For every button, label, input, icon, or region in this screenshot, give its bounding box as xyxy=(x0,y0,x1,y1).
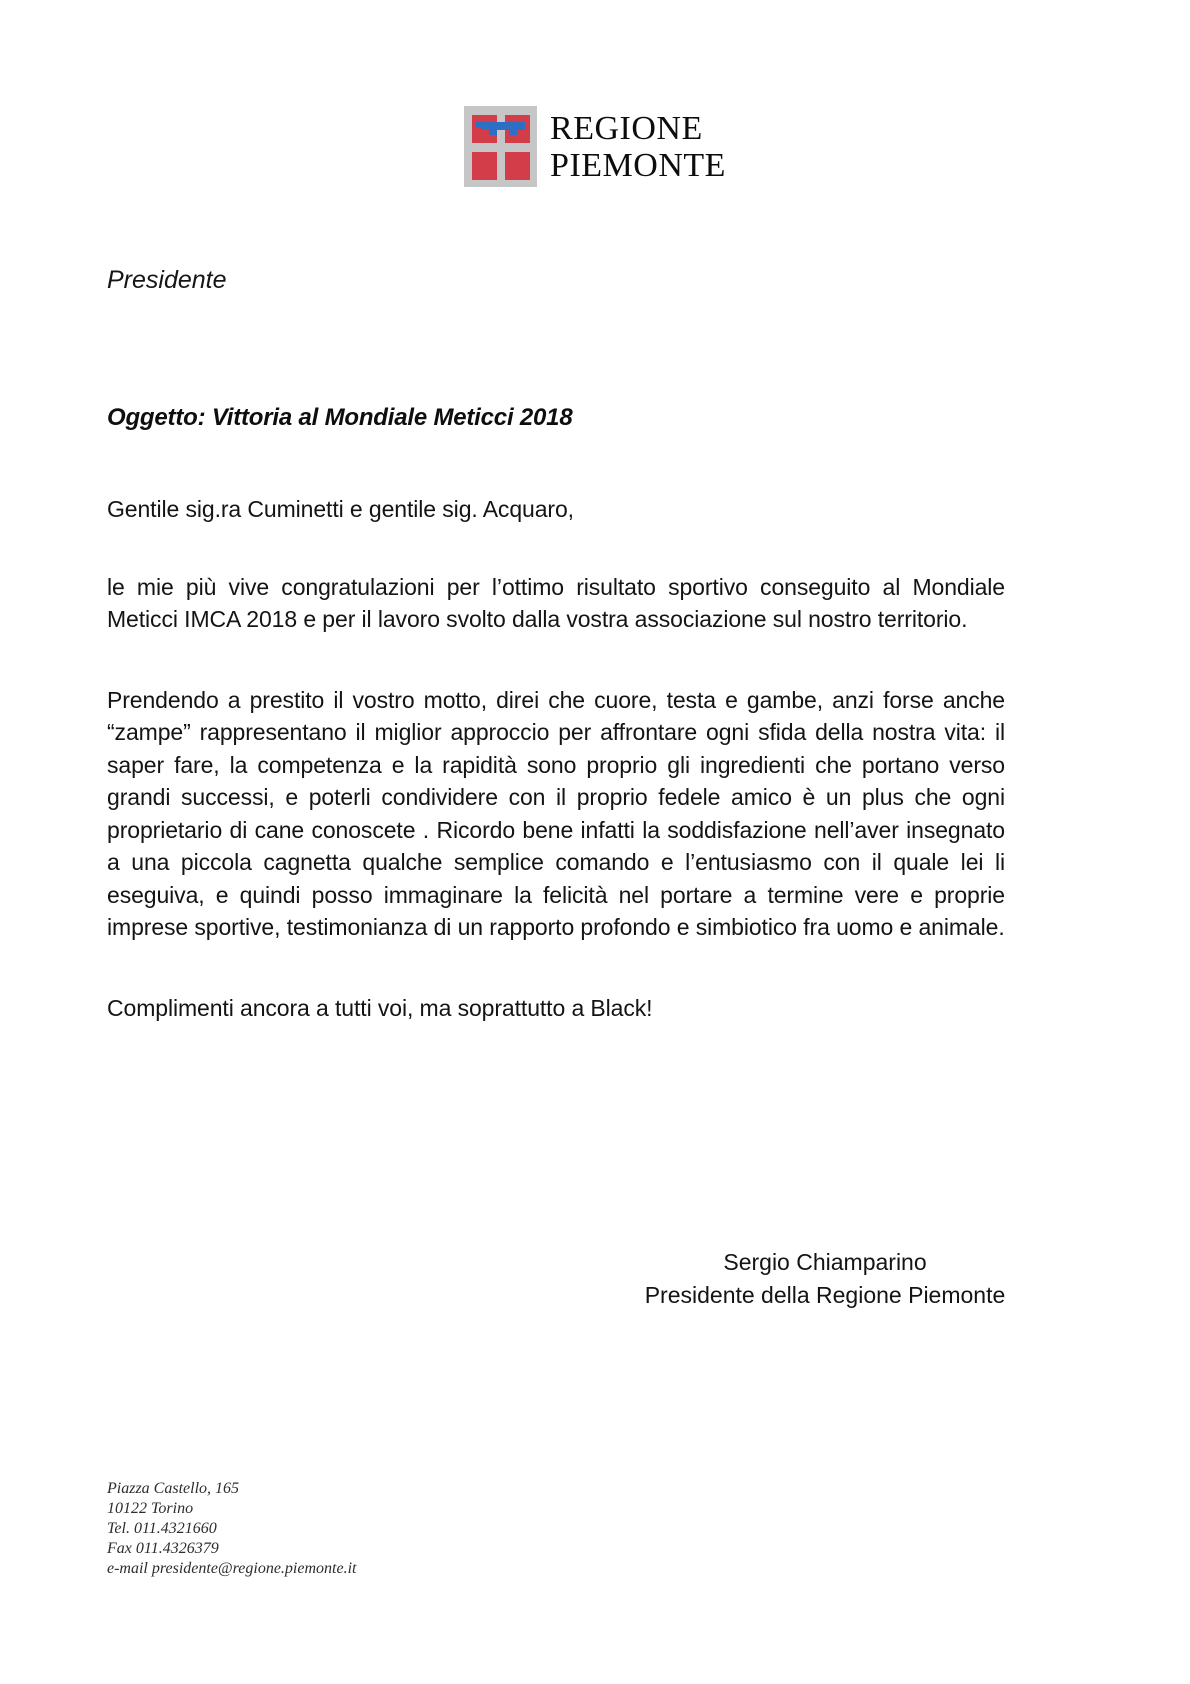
org-name-line1: REGIONE xyxy=(550,110,703,147)
letter-body xyxy=(107,493,1005,1024)
footer-address xyxy=(107,1479,356,1579)
org-name-line2: PIEMONTE xyxy=(550,147,726,184)
footer-fax: Fax 011.4326379 xyxy=(107,1540,219,1557)
footer-city: 10122 Torino xyxy=(107,1500,194,1517)
footer-email: e-mail presidente@regione.piemonte.it xyxy=(107,1560,357,1577)
signature-block xyxy=(595,1246,1055,1312)
signature-role: Presidente della Regione Piemonte xyxy=(644,1282,1006,1308)
paragraph-1: le mie più vive congratulazioni per l’ottimo risultato sportivo conseguito al Mondiale Meticci IMCA 2018 e per il lavoro svolto dalla vostra associazione sul nostro territorio. xyxy=(107,573,1005,632)
sender-title: Presidente xyxy=(107,266,227,294)
piemonte-crest-icon xyxy=(464,106,537,187)
paragraph-2: Prendendo a prestito il vostro motto, direi che cuore, testa e gambe, anzi forse anche “zampe” rappresentano il miglior approccio per affrontare ogni sfida della nostra vita: il saper fare, la competenza e la rapidità sono proprio gli ingredienti che portano verso grandi successi, e poterli condividere con il proprio fedele amico è un plus che ogni proprietario di cane conoscete . Ricordo bene infatti la soddisfazione nell’aver insegnato a una piccola cagnetta qualche semplice comando e l’entusiasmo con il quale lei li eseguiva, e quindi posso immaginare la felicità nel portare a termine vere e proprie imprese sportive, testimonianza di un rapporto profondo e simbiotico fra uomo e animale. xyxy=(107,686,1005,940)
greeting: Gentile sig.ra Cuminetti e gentile sig. Acquaro, xyxy=(107,496,574,522)
signature-name: Sergio Chiamparino xyxy=(723,1249,927,1275)
footer-phone: Tel. 011.4321660 xyxy=(107,1520,217,1537)
letterhead xyxy=(0,106,1190,187)
org-wordmark xyxy=(550,106,726,184)
subject-line: Oggetto: Vittoria al Mondiale Meticci 2018 xyxy=(107,404,573,431)
paragraph-3: Complimenti ancora a tutti voi, ma soprattutto a Black! xyxy=(107,994,653,1021)
footer-street: Piazza Castello, 165 xyxy=(107,1480,240,1497)
